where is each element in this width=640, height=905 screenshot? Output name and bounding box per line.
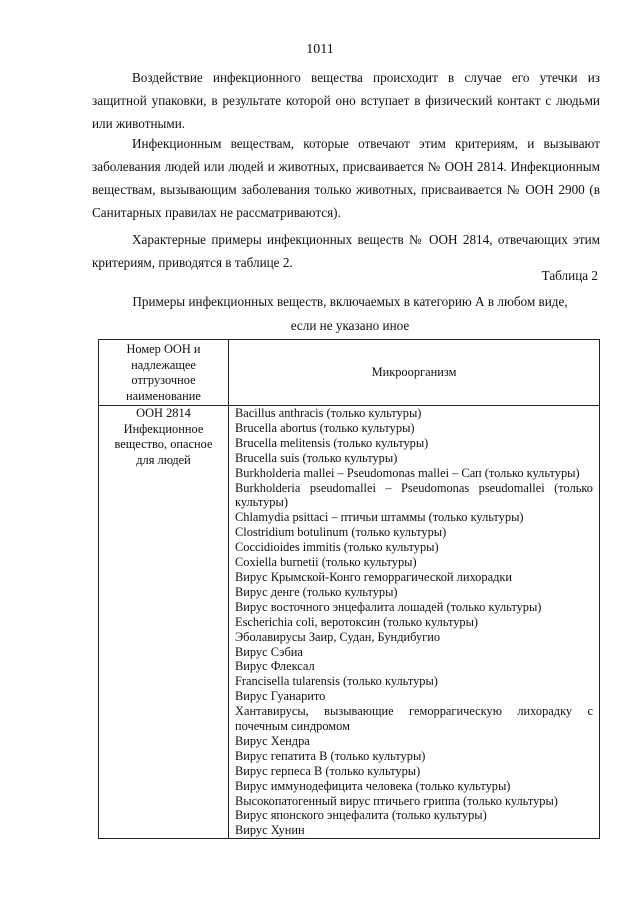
list-item: Francisella tularensis (только культуры) xyxy=(235,674,438,689)
header-un-number: Номер ООН и надлежащее отгрузочное наименование xyxy=(99,340,229,406)
list-item: Burkholderia mallei – Pseudomonas mallei – Сап (только культуры) xyxy=(235,465,580,480)
list-item: Хантавирусы, вызывающие геморрагическую лихорадку с почечным синдромом xyxy=(235,704,593,734)
list-item: Coxiella burnetii (только культуры) xyxy=(235,555,417,570)
list-item: Вирус Крымской-Конго геморрагической лихорадки xyxy=(235,569,513,584)
list-item: Вирус Флексал xyxy=(235,659,315,674)
list-item: Вирус герпеса В (только культуры) xyxy=(235,763,421,778)
table-header-row xyxy=(99,340,600,406)
organisms-table xyxy=(98,339,600,839)
list-item: Вирус Сэбиа xyxy=(235,644,303,659)
list-item: Brucella melitensis (только культуры) xyxy=(235,435,429,450)
list-item: Вирус денге (только культуры) xyxy=(235,584,398,599)
paragraph-3: Характерные примеры инфекционных веществ № ООН 2814, отвечающих этим критериям, приводятся в таблице 2. xyxy=(92,232,600,270)
table-title xyxy=(100,290,600,338)
list-item: Эболавирусы Заир, Судан, Бундибугио xyxy=(235,629,441,644)
un-shipping-name: Инфекционное вещество, опасное для людей xyxy=(114,421,213,467)
list-item: Brucella suis (только культуры) xyxy=(235,450,398,465)
list-item: Clostridium botulinum (только культуры) xyxy=(235,525,447,540)
list-item: Escherichia coli, веротоксин (только культуры) xyxy=(235,614,479,629)
list-item: Bacillus anthracis (только культуры) xyxy=(235,406,422,420)
table-title-line-2: если не указано иное xyxy=(290,318,410,333)
organism-list-cell xyxy=(229,406,600,839)
list-item: Вирус японского энцефалита (только культуры) xyxy=(235,808,487,823)
paragraph-1: Воздействие инфекционного вещества происходит в случае его утечки из защитной упаковки, в результате которой оно вступает в физический контакт с людьми или животными. xyxy=(92,70,600,131)
paragraph-2: Инфекционным веществам, которые отвечают этим критериям, и вызывают заболевания людей или людей и животных, присваивается № ООН 2814. Инфекционным веществам, вызывающим заболевания только животных, присваивается № ООН 2900 (в Санитарных правилах не рассматриваются). xyxy=(92,136,600,220)
list-item: Вирус восточного энцефалита лошадей (только культуры) xyxy=(235,599,542,614)
header-microorganism: Микроорганизм xyxy=(229,340,600,406)
list-item: Вирус Хендра xyxy=(235,733,310,748)
list-item: Высокопатогенный вирус птичьего гриппа (только культуры) xyxy=(235,793,558,808)
table-title-line-1: Примеры инфекционных веществ, включаемых в категорию А в любом виде, xyxy=(132,294,568,309)
list-item: Brucella abortus (только культуры) xyxy=(235,420,415,435)
page-number: 1011 xyxy=(306,42,334,57)
organism-list xyxy=(235,406,593,838)
un-cell xyxy=(99,406,229,839)
list-item: Coccidioides immitis (только культуры) xyxy=(235,540,439,555)
list-item: Вирус иммунодефицита человека (только культуры) xyxy=(235,778,511,793)
table-label: Таблица 2 xyxy=(541,268,598,283)
list-item: Chlamydia psittaci – птичьи штаммы (только культуры) xyxy=(235,510,524,525)
list-item: Burkholderia pseudomallei – Pseudomonas pseudomallei (только культуры) xyxy=(235,480,593,510)
table-row xyxy=(99,406,600,839)
list-item: Вирус гепатита В (только культуры) xyxy=(235,748,426,763)
list-item: Вирус Гуанарито xyxy=(235,689,326,704)
un-number: ООН 2814 xyxy=(136,406,191,420)
list-item: Вирус Хунин xyxy=(235,823,305,838)
